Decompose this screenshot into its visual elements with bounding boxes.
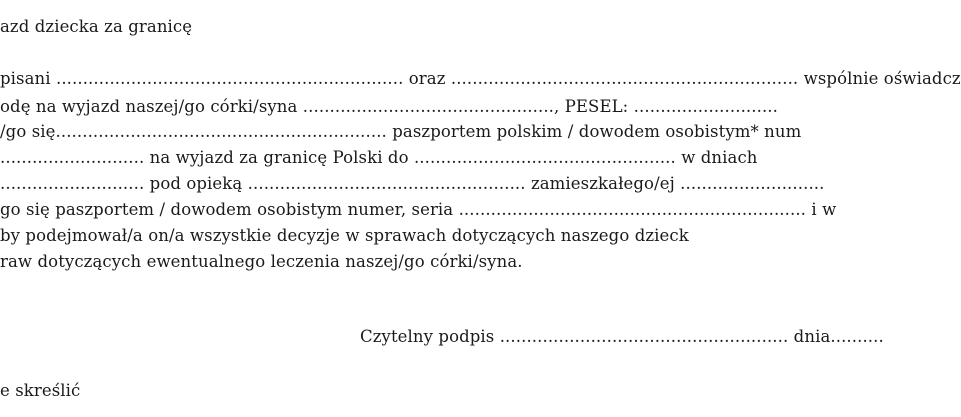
body-line-2: odę na wyjazd naszej/go córki/syna ..............................................., PESEL: ........................... <box>0 97 778 116</box>
body-line-7: by podejmował/a on/a wszystkie decyzje w sprawach dotyczących naszego dzieck <box>0 226 689 245</box>
signature-line: Czytelny podpis ...................................................... dnia.......... <box>360 327 884 346</box>
body-line-5: ........................... pod opieką .................................................... zamieszkałego/ej ........................... <box>0 174 825 193</box>
body-line-6: go się paszportem / dowodem osobistym numer, seria ................................................................. i w <box>0 200 837 219</box>
body-line-8: raw dotyczących ewentualnego leczenia naszej/go córki/syna. <box>0 252 523 271</box>
body-line-3: /go się.............................................................. paszportem polskim / dowodem osobistym* num <box>0 122 802 141</box>
document-title: azd dziecka za granicę <box>0 17 193 36</box>
body-line-1: pisani ................................................................. oraz ................................................................. wspólnie oświadcz <box>0 69 961 88</box>
footnote: e skreślić <box>0 381 81 400</box>
body-line-4: ........................... na wyjazd za granicę Polski do ................................................. w dniach <box>0 148 758 167</box>
